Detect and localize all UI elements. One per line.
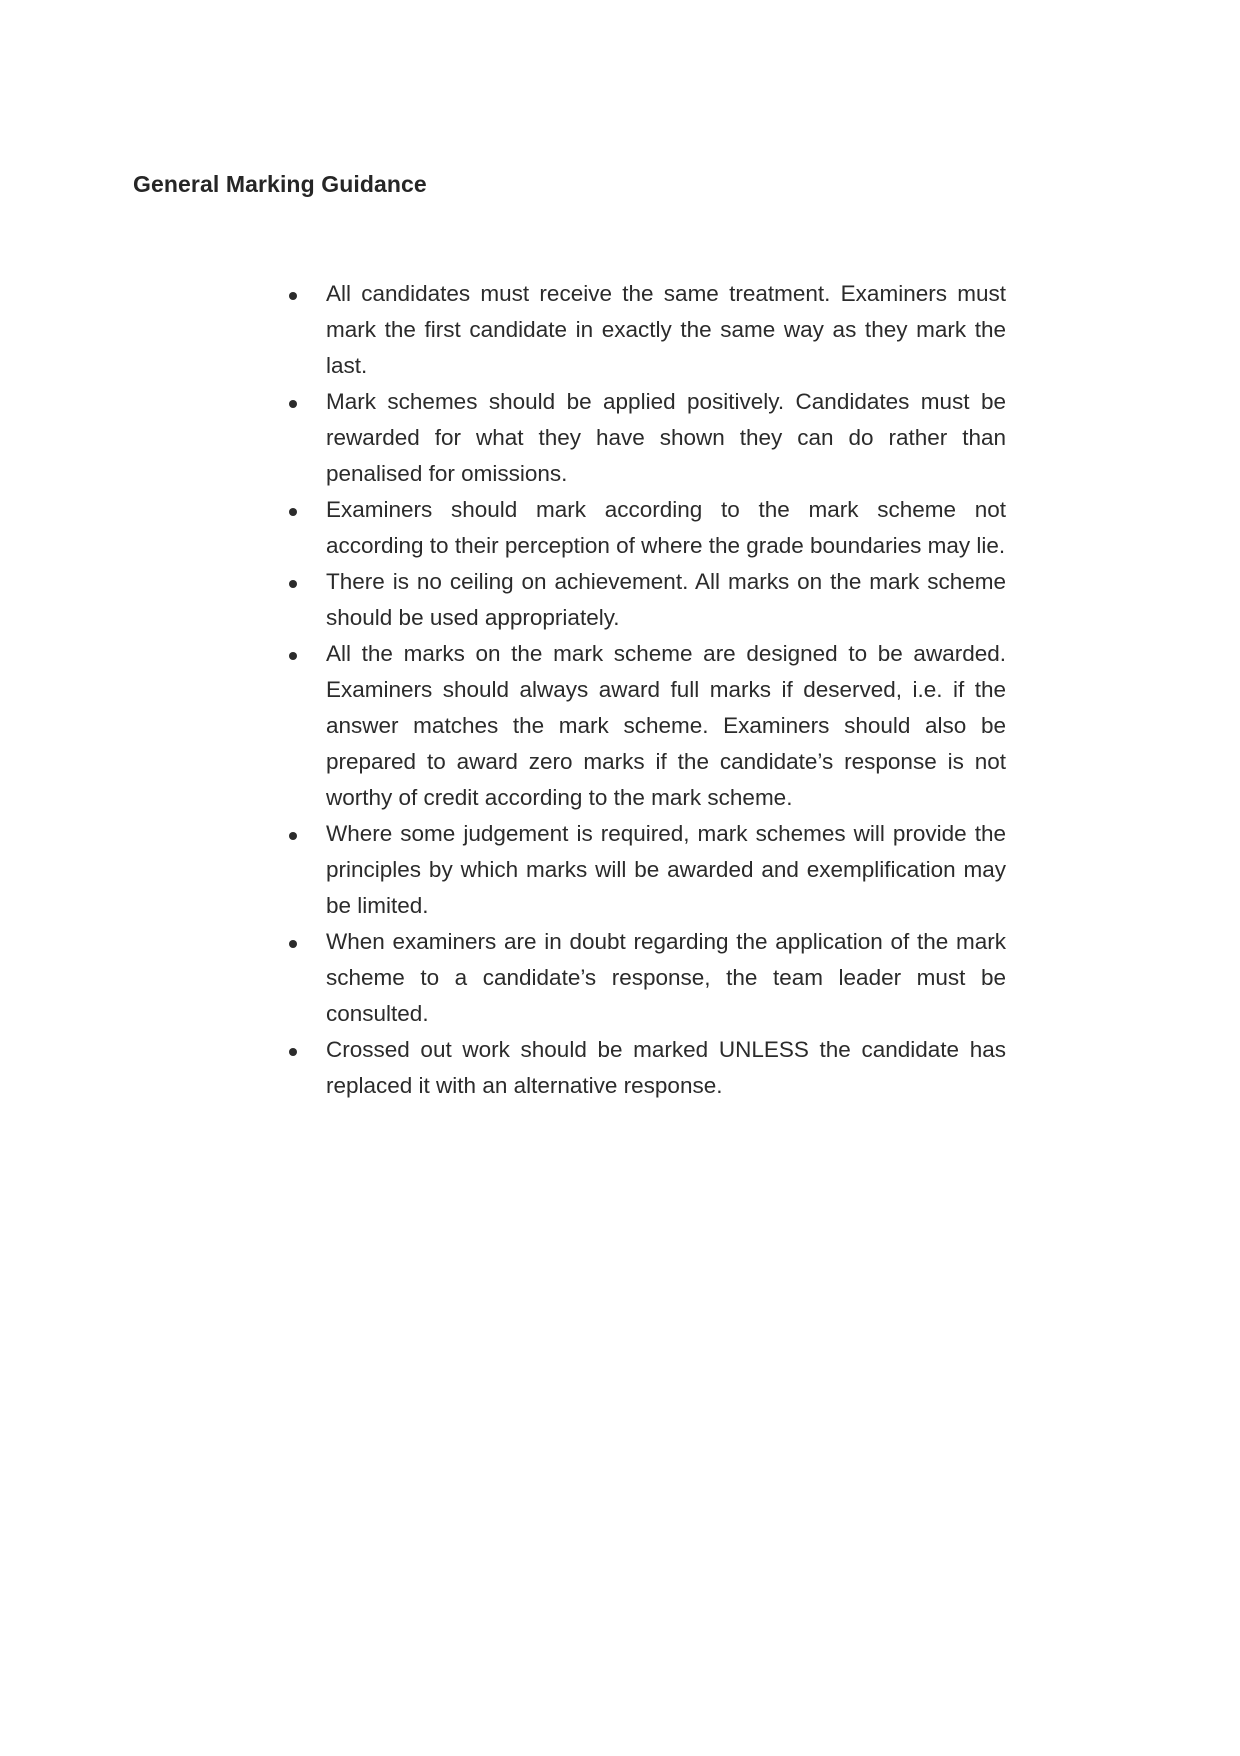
- bullet-icon: [289, 652, 297, 660]
- list-item: [326, 1032, 1006, 1104]
- list-item-text: Examiners should mark according to the mark scheme not according to their perception of where the grade boundaries may lie.: [326, 497, 1006, 558]
- bullet-icon: [289, 508, 297, 516]
- list-item: [326, 276, 1006, 384]
- bullet-icon: [289, 580, 297, 588]
- list-item: [326, 636, 1006, 816]
- bullet-icon: [289, 400, 297, 408]
- list-item-text: When examiners are in doubt regarding the application of the mark scheme to a candidate’s response, the team leader must be consulted.: [326, 929, 1006, 1026]
- list-item: [326, 564, 1006, 636]
- bullet-icon: [289, 1048, 297, 1056]
- list-item-text: Crossed out work should be marked UNLESS the candidate has replaced it with an alternative response.: [326, 1037, 1006, 1098]
- list-item: [326, 384, 1006, 492]
- list-item-text: Mark schemes should be applied positively. Candidates must be rewarded for what they have shown they can do rather than penalised for omissions.: [326, 389, 1006, 486]
- bullet-icon: [289, 832, 297, 840]
- list-item-text: Where some judgement is required, mark schemes will provide the principles by which marks will be awarded and exemplification may be limited.: [326, 821, 1006, 918]
- bullet-icon: [289, 940, 297, 948]
- bullet-icon: [289, 292, 297, 300]
- guidance-list: [326, 276, 1006, 1104]
- list-item-text: All candidates must receive the same treatment. Examiners must mark the first candidate in exactly the same way as they mark the last.: [326, 281, 1006, 378]
- list-item: [326, 924, 1006, 1032]
- list-item-text: All the marks on the mark scheme are designed to be awarded. Examiners should always award full marks if deserved, i.e. if the answer matches the mark scheme. Examiners should also be prepared to award zero marks if the candidate’s response is not worthy of credit according to the mark scheme.: [326, 641, 1006, 810]
- page-title: General Marking Guidance: [133, 171, 427, 197]
- list-item: [326, 816, 1006, 924]
- list-item: [326, 492, 1006, 564]
- list-item-text: There is no ceiling on achievement. All marks on the mark scheme should be used appropriately.: [326, 569, 1006, 630]
